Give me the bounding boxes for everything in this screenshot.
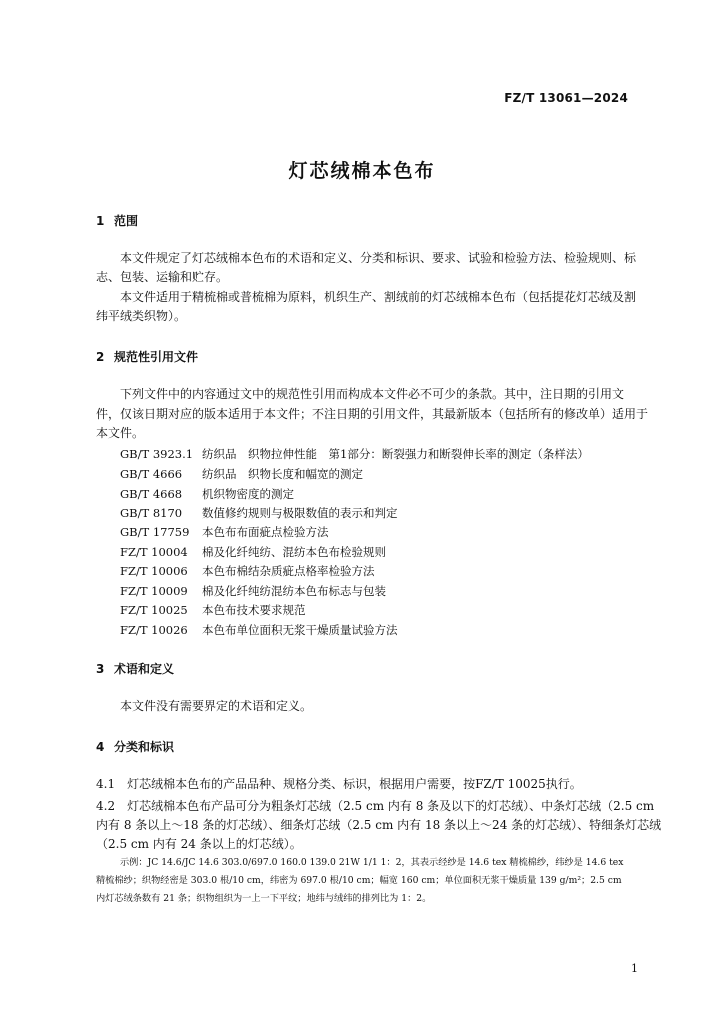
reference-item [120,563,375,579]
clause-4-2-line-2: 内有 8 条以上～18 条的灯芯绒）、细条灯芯绒（2.5 cm 内有 18 条以上～24 条的灯芯绒）、特细条灯芯绒 [96,818,662,832]
reference-item [120,602,306,618]
clause-4-2-line-3: （2.5 cm 内有 24 条以上的灯芯绒）。 [96,837,302,851]
section-number: 2 [96,350,105,364]
section-heading-2 [96,348,198,365]
reference-title: 本色布布面疵点检验方法 [202,525,329,539]
reference-title: 本色布棉结杂质疵点格率检验方法 [202,564,375,578]
terms-text: 本文件没有需要界定的术语和定义。 [120,699,313,713]
reference-code: FZ/T 10025 [120,603,188,617]
reference-title: 本色布单位面积无浆干燥质量试验方法 [202,623,398,637]
reference-code: FZ/T 10004 [120,545,188,559]
reference-item [120,446,589,462]
scope-para-1-line-1: 本文件规定了灯芯绒棉本色布的术语和定义、分类和标识、要求、试验和检验方法、检验规则、标 [120,251,637,265]
clause-4-2-line-1: 4.2 灯芯绒棉本色布产品可分为粗条灯芯绒（2.5 cm 内有 8 条及以下的灯芯绒）、中条灯芯绒（2.5 cm [96,799,655,813]
reference-code: GB/T 4666 [120,467,183,481]
reference-title: 纺织品 织物长度和幅宽的测定 [202,467,363,481]
section-heading-1 [96,212,138,229]
section-heading-3 [96,660,174,677]
standard-code: FZ/T 13061—2024 [504,91,628,105]
reference-item [120,466,363,482]
page-number: 1 [631,962,638,975]
reference-code: GB/T 8170 [120,506,183,520]
clause-4-1: 4.1 灯芯绒棉本色布的产品品种、规格分类、标识，根据用户需要，按FZ/T 10025执行。 [96,777,582,791]
section-heading-4 [96,738,174,755]
scope-para-2-line-1: 本文件适用于精梳棉或普梳棉为原料，机织生产、割绒前的灯芯绒棉本色布（包括提花灯芯绒及割 [120,290,637,304]
example-line-3: 内灯芯绒条数有 21 条；织物组织为一上一下平纹；地纬与绒纬的排列比为 1：2。 [96,893,432,904]
normative-intro-line-1: 下列文件中的内容通过文中的规范性引用而构成本文件必不可少的条款。其中，注日期的引用文 [120,387,625,401]
section-title: 术语和定义 [114,662,175,676]
reference-code: FZ/T 10009 [120,584,188,598]
example-line-1: 示例：JC 14.6/JC 14.6 303.0/697.0 160.0 139.0 21W 1/1 1：2，其表示经纱是 14.6 tex 精梳棉纱，纬纱是 14.6 tex [120,857,624,868]
example-line-2: 精梳棉纱；织物经密是 303.0 根/10 cm，纬密为 697.0 根/10 cm；幅宽 160 cm；单位面积无浆干燥质量 139 g/m²；2.5 cm [96,875,622,886]
reference-title: 数值修约规则与极限数值的表示和判定 [202,506,398,520]
reference-item [120,486,294,502]
document-title: 灯芯绒棉本色布 [288,160,436,182]
reference-title: 机织物密度的测定 [202,487,294,501]
reference-item [120,544,386,560]
section-number: 4 [96,740,105,754]
reference-code: GB/T 3923.1 [120,447,194,461]
scope-para-2-line-2: 纬平绒类织物）。 [96,309,187,323]
reference-item [120,505,398,521]
section-number: 3 [96,662,105,676]
scope-para-1-line-2: 志、包装、运输和贮存。 [96,270,229,284]
section-title: 分类和标识 [114,740,175,754]
reference-code: FZ/T 10006 [120,564,188,578]
reference-code: GB/T 17759 [120,525,190,539]
section-title: 规范性引用文件 [114,350,199,364]
normative-intro-line-2: 件，仅该日期对应的版本适用于本文件；不注日期的引用文件，其最新版本（包括所有的修改单）适用于 [96,407,649,421]
reference-title: 棉及化纤纯纺混纺本色布标志与包装 [202,584,386,598]
reference-item [120,583,386,599]
reference-title: 本色布技术要求规范 [202,603,306,617]
section-title: 范围 [114,214,139,228]
reference-title: 纺织品 织物拉伸性能 第1部分：断裂强力和断裂伸长率的测定（条样法） [202,447,589,461]
reference-code: GB/T 4668 [120,487,183,501]
reference-title: 棉及化纤纯纺、混纺本色布检验规则 [202,545,386,559]
section-number: 1 [96,214,105,228]
reference-item [120,524,329,540]
reference-item [120,622,398,638]
reference-code: FZ/T 10026 [120,623,188,637]
normative-intro-line-3: 本文件。 [96,426,145,440]
